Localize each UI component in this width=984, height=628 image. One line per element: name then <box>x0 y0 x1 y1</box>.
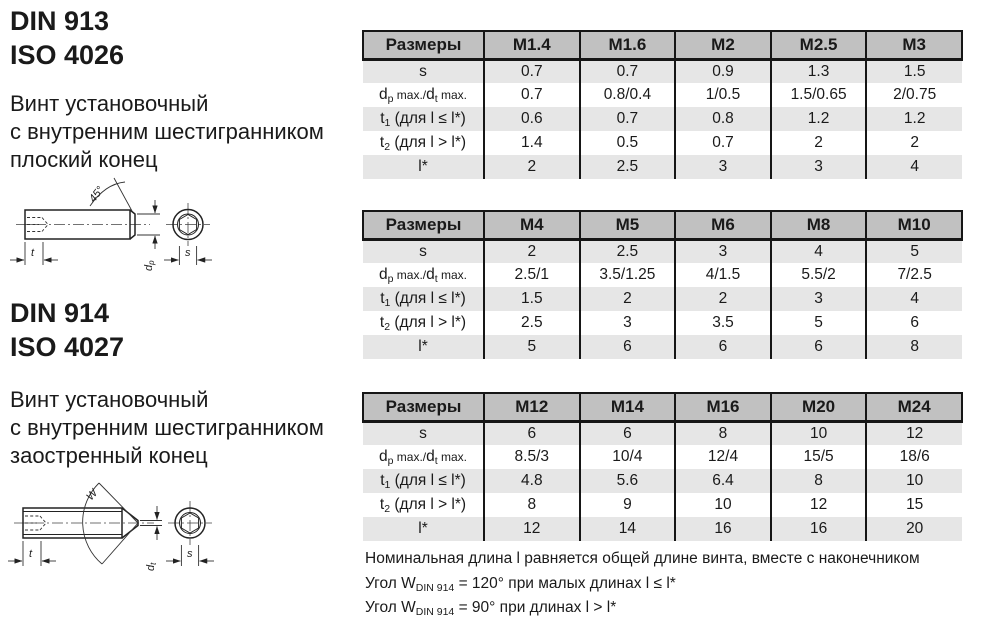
value-cell: 1.2 <box>771 107 867 131</box>
standard-line-din: DIN 914 <box>10 298 110 328</box>
value-cell: 8 <box>771 469 867 493</box>
value-cell: 1.5 <box>484 287 580 311</box>
value-cell: 2 <box>484 155 580 179</box>
value-cell: 2 <box>675 287 771 311</box>
side-view <box>8 483 162 571</box>
row-label <box>363 59 484 83</box>
subscript-segment: p <box>387 455 394 467</box>
value-cell: 0.7 <box>580 107 676 131</box>
text-segment: max. <box>437 268 468 282</box>
value-cell: 0.7 <box>484 83 580 107</box>
dimensions-table-m12-to-m24 <box>362 392 963 541</box>
subscript-segment: DIN 914 <box>415 606 455 618</box>
row-label <box>363 445 484 469</box>
value-cell: 2 <box>771 131 867 155</box>
value-cell: 2.5/1 <box>484 263 580 287</box>
value-cell: 4 <box>771 239 867 263</box>
description-line: плоский конец <box>10 147 158 172</box>
text-segment: max./ <box>393 268 427 282</box>
value-cell: 4 <box>866 155 962 179</box>
table-row <box>363 335 962 359</box>
note-angle-90 <box>365 599 616 617</box>
text-segment: max. <box>437 450 468 464</box>
value-cell: 2.5 <box>484 311 580 335</box>
text-segment: (для l > l*) <box>390 134 467 151</box>
chamfer-angle-label: 45° <box>86 184 107 205</box>
value-cell: 15 <box>866 493 962 517</box>
table-header-row <box>363 31 962 59</box>
table-header-size: M1.6 <box>580 31 676 59</box>
text-segment: (для l ≤ l*) <box>390 110 466 127</box>
dimension-label-s: s <box>185 247 191 259</box>
table-header-dimensions: Размеры <box>363 211 484 239</box>
text-segment: d <box>378 86 388 103</box>
value-cell: 12 <box>484 517 580 541</box>
value-cell: 6 <box>484 421 580 445</box>
dimension-label-dp: dp <box>143 260 156 271</box>
text-segment: Угол W <box>365 575 416 592</box>
cone-angle-label: W <box>84 487 101 504</box>
value-cell: 4 <box>866 287 962 311</box>
dimension-label-dt: dt <box>145 562 158 571</box>
value-cell: 6 <box>580 421 676 445</box>
subscript-segment: p <box>387 273 394 285</box>
value-cell: 0.6 <box>484 107 580 131</box>
standard-line-din: DIN 913 <box>10 6 110 36</box>
text-segment: t <box>379 314 385 331</box>
table-row <box>363 59 962 83</box>
table-row <box>363 445 962 469</box>
value-cell: 3 <box>675 155 771 179</box>
row-label <box>363 107 484 131</box>
value-cell: 2.5 <box>580 239 676 263</box>
text-segment: (для l > l*) <box>390 314 467 331</box>
text-segment: d <box>378 448 388 465</box>
subscript-segment: 1 <box>384 479 391 491</box>
row-label <box>363 239 484 263</box>
value-cell: 8.5/3 <box>484 445 580 469</box>
value-cell: 14 <box>580 517 676 541</box>
side-view <box>10 178 160 271</box>
table-header-dimensions: Размеры <box>363 393 484 421</box>
value-cell: 10 <box>771 421 867 445</box>
value-cell: 6 <box>866 311 962 335</box>
subscript-segment: 2 <box>384 503 391 515</box>
row-label <box>363 287 484 311</box>
value-cell: 0.7 <box>484 59 580 83</box>
subscript-segment: DIN 914 <box>415 582 455 594</box>
text-segment: s <box>419 62 427 80</box>
value-cell: 1.3 <box>771 59 867 83</box>
description-line: Винт установочный <box>10 387 209 412</box>
description-din913 <box>10 90 324 174</box>
dimension-label-t: t <box>29 548 33 560</box>
table-row <box>363 239 962 263</box>
row-label <box>363 421 484 445</box>
value-cell: 6 <box>771 335 867 359</box>
value-cell: 8 <box>675 421 771 445</box>
standard-line-iso: ISO 4026 <box>10 40 125 70</box>
subscript-segment: 1 <box>384 117 391 129</box>
value-cell: 2/0.75 <box>866 83 962 107</box>
subscript-segment: t <box>434 273 438 285</box>
table-header-size: M2 <box>675 31 771 59</box>
value-cell: 16 <box>675 517 771 541</box>
value-cell: 5.5/2 <box>771 263 867 287</box>
row-label <box>363 131 484 155</box>
table-row <box>363 311 962 335</box>
text-segment: d <box>426 448 435 465</box>
table-header-size: M6 <box>675 211 771 239</box>
value-cell: 2 <box>484 239 580 263</box>
value-cell: 10/4 <box>580 445 676 469</box>
text-segment: max./ <box>393 450 427 464</box>
value-cell: 0.5 <box>580 131 676 155</box>
table-row <box>363 421 962 445</box>
text-segment: (для l ≤ l*) <box>390 290 466 307</box>
value-cell: 18/6 <box>866 445 962 469</box>
dimension-label-s: s <box>187 548 193 560</box>
description-line: Винт установочный <box>10 91 209 116</box>
text-segment: t <box>380 472 385 489</box>
value-cell: 0.9 <box>675 59 771 83</box>
dimensions-table-m1-4-to-m3 <box>362 30 963 179</box>
text-segment: (для l > l*) <box>390 496 467 513</box>
table-header-size: M3 <box>866 31 962 59</box>
value-cell: 3.5/1.25 <box>580 263 676 287</box>
text-segment: l* <box>418 338 428 355</box>
value-cell: 3 <box>771 287 867 311</box>
row-label <box>363 83 484 107</box>
value-cell: 0.8 <box>675 107 771 131</box>
value-cell: 1.5 <box>866 59 962 83</box>
standard-heading-din914 <box>10 296 124 364</box>
text-segment: t <box>379 134 385 151</box>
drawing-din913-flat-point <box>2 172 247 282</box>
value-cell: 16 <box>771 517 867 541</box>
text-segment: Угол W <box>365 599 416 616</box>
value-cell: 8 <box>484 493 580 517</box>
text-segment: d <box>378 266 388 283</box>
value-cell: 5.6 <box>580 469 676 493</box>
table-row <box>363 131 962 155</box>
text-segment: d <box>426 266 435 283</box>
text-segment: Номинальная длина l равняется общей длине винта, вместе с наконечником <box>365 550 920 567</box>
table-header-size: M4 <box>484 211 580 239</box>
value-cell: 6 <box>675 335 771 359</box>
value-cell: 3.5 <box>675 311 771 335</box>
table-row <box>363 287 962 311</box>
table-header-size: M2.5 <box>771 31 867 59</box>
value-cell: 1.2 <box>866 107 962 131</box>
table-row <box>363 493 962 517</box>
table-header-size: M14 <box>580 393 676 421</box>
dimension-label-t: t <box>31 247 35 259</box>
end-view <box>164 203 212 265</box>
table-header-row <box>363 211 962 239</box>
text-segment: d <box>426 86 435 103</box>
value-cell: 0.8/0.4 <box>580 83 676 107</box>
value-cell: 12 <box>771 493 867 517</box>
table-header-size: M1.4 <box>484 31 580 59</box>
text-segment: t <box>379 496 385 513</box>
value-cell: 1.4 <box>484 131 580 155</box>
text-segment: l* <box>418 158 428 175</box>
dimensions-table-m4-to-m10 <box>362 210 963 359</box>
text-segment: l* <box>418 520 428 537</box>
note-angle-120 <box>365 575 676 593</box>
value-cell: 2.5 <box>580 155 676 179</box>
value-cell: 6 <box>580 335 676 359</box>
table-row <box>363 263 962 287</box>
value-cell: 3 <box>675 239 771 263</box>
text-segment: s <box>419 242 427 260</box>
value-cell: 15/5 <box>771 445 867 469</box>
value-cell: 3 <box>580 311 676 335</box>
table-header-size: M10 <box>866 211 962 239</box>
row-label <box>363 493 484 517</box>
description-din914 <box>10 386 324 470</box>
value-cell: 5 <box>771 311 867 335</box>
description-line: с внутренним шестигранником <box>10 119 324 144</box>
row-label <box>363 335 484 359</box>
value-cell: 1.5/0.65 <box>771 83 867 107</box>
value-cell: 2 <box>866 131 962 155</box>
value-cell: 10 <box>866 469 962 493</box>
value-cell: 12 <box>866 421 962 445</box>
standard-line-iso: ISO 4027 <box>10 332 125 362</box>
text-segment: max. <box>437 88 468 102</box>
table-row <box>363 107 962 131</box>
value-cell: 20 <box>866 517 962 541</box>
subscript-segment: 2 <box>384 141 391 153</box>
row-label <box>363 263 484 287</box>
value-cell: 7/2.5 <box>866 263 962 287</box>
value-cell: 0.7 <box>580 59 676 83</box>
table-header-size: M16 <box>675 393 771 421</box>
value-cell: 2 <box>580 287 676 311</box>
value-cell: 1/0.5 <box>675 83 771 107</box>
table-row <box>363 469 962 493</box>
subscript-segment: p <box>387 93 394 105</box>
table-header-size: M8 <box>771 211 867 239</box>
note-nominal-length <box>365 550 920 568</box>
row-label <box>363 469 484 493</box>
text-segment: max./ <box>393 88 427 102</box>
text-segment: = 120° при малых длинах l ≤ l* <box>454 575 676 592</box>
drawing-din914-cone-point <box>2 470 247 585</box>
row-label <box>363 517 484 541</box>
row-label <box>363 311 484 335</box>
text-segment: = 90° при длинах l > l* <box>454 599 617 616</box>
table-row <box>363 155 962 179</box>
subscript-segment: 2 <box>384 321 391 333</box>
table-row <box>363 517 962 541</box>
value-cell: 10 <box>675 493 771 517</box>
table-header-size: M5 <box>580 211 676 239</box>
standard-heading-din913 <box>10 4 124 72</box>
text-segment: t <box>380 290 385 307</box>
subscript-segment: t <box>434 455 438 467</box>
value-cell: 3 <box>771 155 867 179</box>
table-header-row <box>363 393 962 421</box>
value-cell: 8 <box>866 335 962 359</box>
value-cell: 5 <box>484 335 580 359</box>
value-cell: 5 <box>866 239 962 263</box>
table-header-size: M12 <box>484 393 580 421</box>
value-cell: 6.4 <box>675 469 771 493</box>
value-cell: 4.8 <box>484 469 580 493</box>
table-row <box>363 83 962 107</box>
description-line: с внутренним шестигранником <box>10 415 324 440</box>
text-segment: t <box>380 110 385 127</box>
text-segment: (для l ≤ l*) <box>390 472 466 489</box>
text-segment: s <box>419 424 427 442</box>
value-cell: 0.7 <box>675 131 771 155</box>
table-header-size: M20 <box>771 393 867 421</box>
table-header-size: M24 <box>866 393 962 421</box>
row-label <box>363 155 484 179</box>
subscript-segment: t <box>434 93 438 105</box>
description-line: заостренный конец <box>10 443 208 468</box>
end-view <box>166 501 214 566</box>
value-cell: 4/1.5 <box>675 263 771 287</box>
table-header-dimensions: Размеры <box>363 31 484 59</box>
value-cell: 12/4 <box>675 445 771 469</box>
subscript-segment: 1 <box>384 297 391 309</box>
value-cell: 9 <box>580 493 676 517</box>
